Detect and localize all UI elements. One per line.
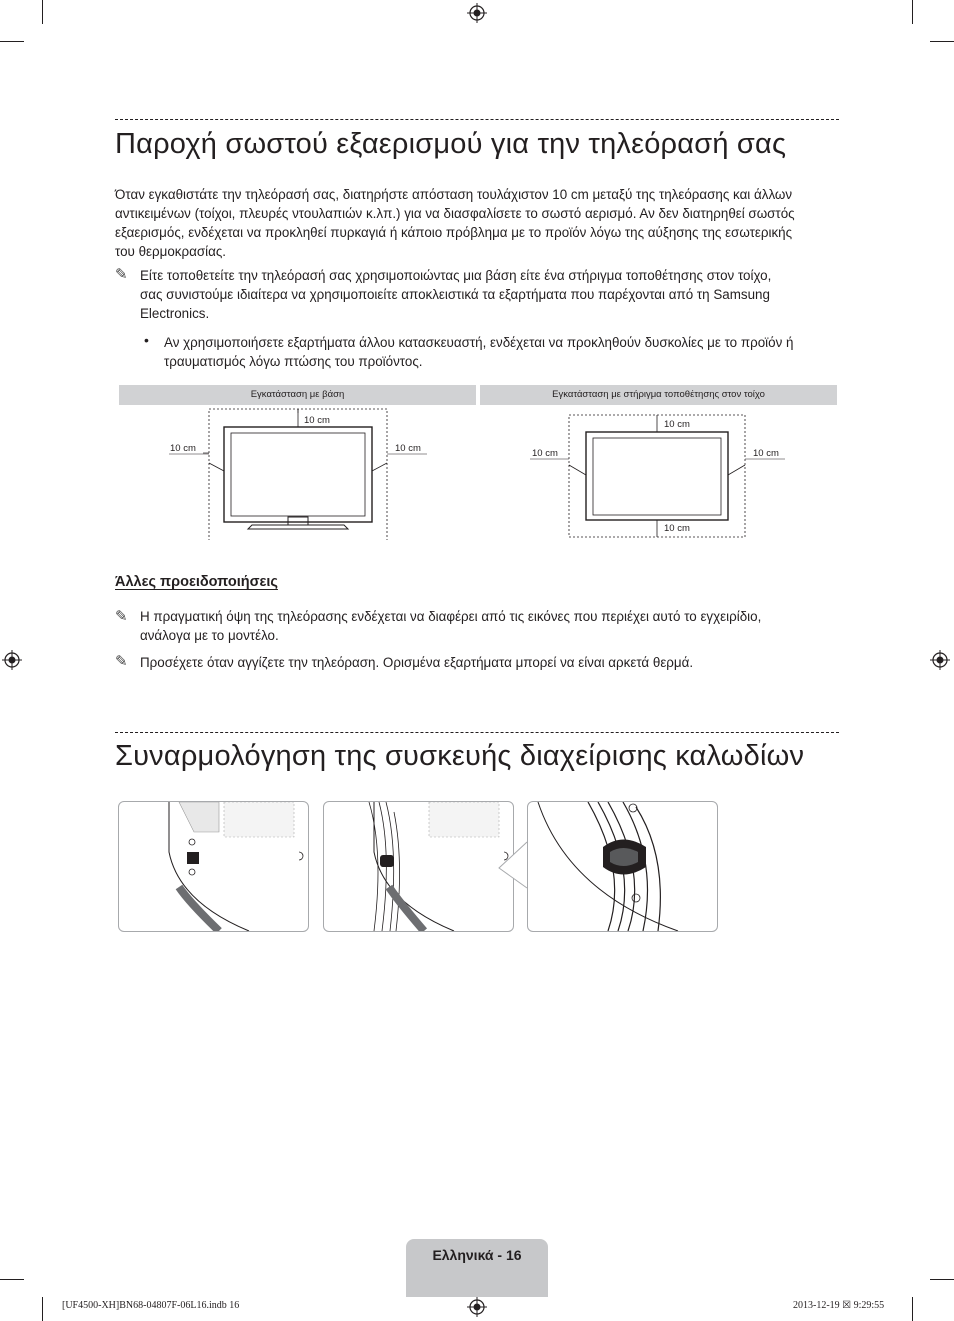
crop-mark — [42, 1297, 43, 1321]
crop-mark — [0, 41, 24, 42]
section-divider — [115, 732, 839, 733]
registration-mark-icon — [930, 650, 950, 670]
section-divider — [115, 119, 839, 120]
tv-wall-clearance-diagram — [480, 405, 837, 540]
zoom-callout-pointer — [497, 840, 531, 890]
intro-line: του θερμοκρασίας. — [115, 244, 226, 259]
figure-header-wall: Εγκατάσταση με στήριγμα τοποθέτησης στον τοίχο — [480, 385, 837, 405]
crop-mark — [912, 0, 913, 24]
stand-right-label: 10 cm — [395, 443, 421, 454]
print-file-info: [UF4500-XH]BN68-04807F-06L16.indb 16 — [62, 1300, 240, 1311]
note-line: Electronics. — [140, 306, 210, 321]
crop-mark — [0, 1279, 24, 1280]
note-line: Είτε τοποθετείτε την τηλεόρασή σας χρησιμοποιώντας μια βάση είτε ένα στήριγμα τοποθέτησης στον τοίχο, — [140, 268, 772, 283]
tv-back-illustration — [119, 802, 308, 931]
wall-left-label: 10 cm — [532, 448, 558, 459]
cable-step-2-illustration — [323, 801, 514, 932]
bullet-line: τραυματισμός λόγω πτώσης του προϊόντος. — [164, 354, 423, 369]
wall-bottom-label: 10 cm — [664, 523, 690, 534]
page-number: Ελληνικά - 16 — [432, 1247, 522, 1263]
crop-mark — [930, 1279, 954, 1280]
wall-right-label: 10 cm — [753, 448, 779, 459]
note-icon: ✎ — [115, 608, 128, 625]
bullet-line: Αν χρησιμοποιήσετε εξαρτήματα άλλου κατασκευαστή, ενδέχεται να προκληθούν δυσκολίες με το προϊόν ή — [164, 335, 794, 350]
tv-stand-clearance-diagram — [119, 405, 476, 540]
crop-mark — [42, 0, 43, 24]
note-icon: ✎ — [115, 653, 128, 670]
note-line: Η πραγματική όψη της τηλεόρασης ενδέχεται να διαφέρει από τις εικόνες που περιέχει αυτό το εγχειρίδιο, — [140, 609, 762, 624]
cable-step-1-illustration — [118, 801, 309, 932]
section-title-ventilation: Παροχή σωστού εξαερισμού για την τηλεόρασή σας — [115, 128, 787, 160]
note-line: Προσέχετε όταν αγγίζετε την τηλεόραση. Ορισμένα εξαρτήματα μπορεί να είναι αρκετά θερμά. — [140, 655, 694, 670]
bullet-icon: • — [144, 332, 149, 348]
intro-line: εξαερισμός, ενδέχεται να προκληθεί πυρκαγιά ή κάποιο πρόβλημα με το προϊόν λόγω της αύξησης της εσωτερικής — [115, 225, 793, 240]
registration-mark-icon — [467, 1297, 487, 1317]
note-line: ανάλογα με το μοντέλο. — [140, 628, 279, 643]
print-timestamp: 2013-12-19 ☒ 9:29:55 — [793, 1300, 885, 1311]
stand-top-label: 10 cm — [304, 415, 330, 426]
registration-mark-icon — [2, 650, 22, 670]
other-warnings-heading: Άλλες προειδοποιήσεις — [115, 574, 278, 590]
section-title-cable-manager: Συναρμολόγηση της συσκευής διαχείρισης καλωδίων — [115, 740, 805, 772]
note-line: σας συνιστούμε ιδιαίτερα να χρησιμοποιείτε αποκλειστικά τα εξαρτήματα που παρέχονται από τη Samsung — [140, 287, 770, 302]
cable-clip-closeup — [528, 802, 717, 931]
wall-top-label: 10 cm — [664, 419, 690, 430]
figure-header-stand: Εγκατάσταση με βάση — [119, 385, 476, 405]
stand-left-label: 10 cm — [170, 443, 196, 454]
intro-line: Όταν εγκαθιστάτε την τηλεόρασή σας, διατηρήστε απόσταση τουλάχιστον 10 cm μεταξύ της τηλεόρασης και άλλων — [115, 187, 793, 202]
note-icon: ✎ — [115, 266, 128, 283]
tv-cables-illustration — [324, 802, 513, 931]
cable-step-3-illustration — [527, 801, 718, 932]
crop-mark — [930, 41, 954, 42]
crop-mark — [912, 1297, 913, 1321]
intro-line: αντικειμένων (τοίχοι, πλευρές ντουλαπιών κ.λπ.) για να διασφαλίσετε το σωστό αερισμό. Αν δεν διατηρηθεί σωστός — [115, 206, 795, 221]
registration-mark-icon — [467, 3, 487, 23]
